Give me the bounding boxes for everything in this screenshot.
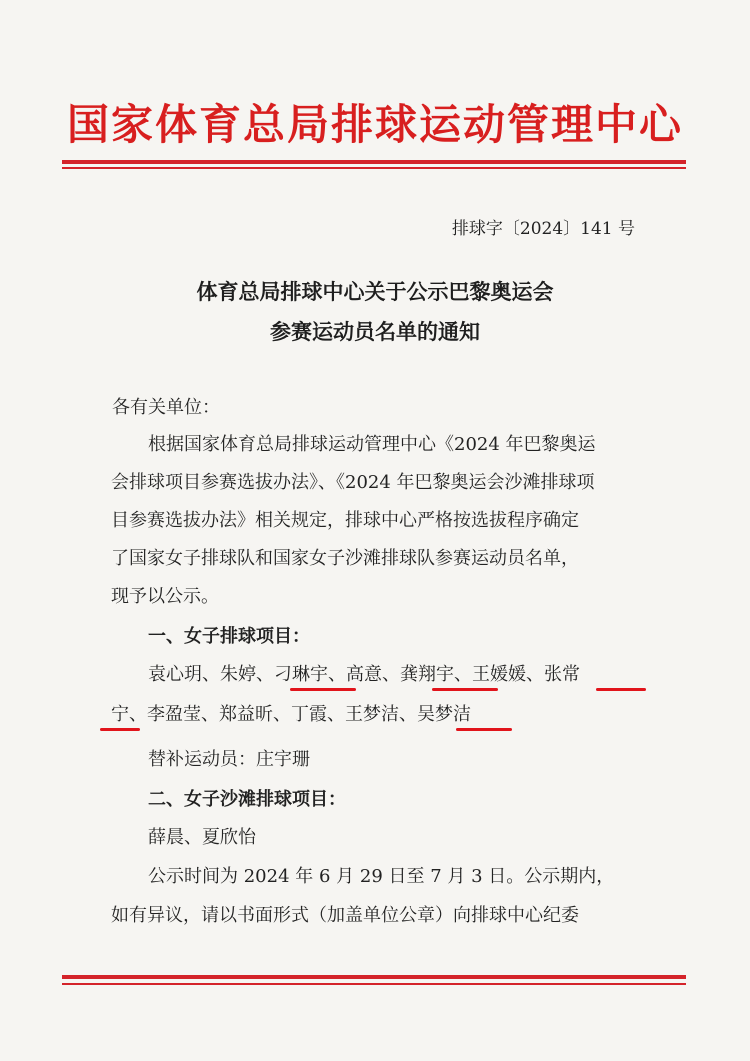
notice-title-line1: 体育总局排球中心关于公示巴黎奥运会	[196, 280, 554, 304]
section1-heading: 一、女子排球项目：	[148, 626, 310, 647]
para-line: 了国家女子排球队和国家女子沙滩排球队参赛运动员名单，	[111, 548, 579, 569]
underline-mark	[596, 688, 646, 691]
underline-mark	[456, 728, 512, 731]
volleyball-names-line1: 袁心玥、朱婷、刁琳宇、高意、龚翔宇、王媛媛、张常	[148, 664, 580, 685]
beach-names: 薛晨、夏欣怡	[148, 827, 256, 848]
notice-line: 如有异议，请以书面形式（加盖单位公章）向排球中心纪委	[111, 905, 579, 926]
para-line: 会排球项目参赛选拔办法》、《2024 年巴黎奥运会沙滩排球项	[111, 472, 595, 493]
notice-title-line2: 参赛运动员名单的通知	[270, 320, 480, 344]
underline-mark	[100, 728, 140, 731]
volleyball-names-line2: 宁、李盈莹、郑益昕、丁霞、王梦洁、吴梦洁	[111, 704, 471, 725]
header-rule-thin	[62, 167, 686, 169]
footer-rule-thin	[62, 983, 686, 985]
underline-mark	[432, 688, 498, 691]
header-rule-thick	[62, 160, 686, 164]
section2-heading: 二、女子沙滩排球项目：	[148, 789, 346, 810]
document-number: 排球字〔2024〕141 号	[451, 219, 635, 239]
salutation: 各有关单位：	[112, 397, 220, 418]
para-line: 现予以公示。	[111, 586, 219, 607]
notice-line: 公示时间为 2024 年 6 月 29 日至 7 月 3 日。公示期内，	[148, 866, 615, 887]
header-title: 国家体育总局排球运动管理中心	[66, 100, 683, 149]
footer-rule-thick	[62, 975, 686, 979]
substitute-line: 替补运动员：庄宇珊	[148, 749, 310, 770]
para-line: 目参赛选拔办法》相关规定，排球中心严格按选拔程序确定	[111, 510, 579, 531]
underline-mark	[290, 688, 356, 691]
para-line: 根据国家体育总局排球运动管理中心《2024 年巴黎奥运	[148, 434, 596, 455]
